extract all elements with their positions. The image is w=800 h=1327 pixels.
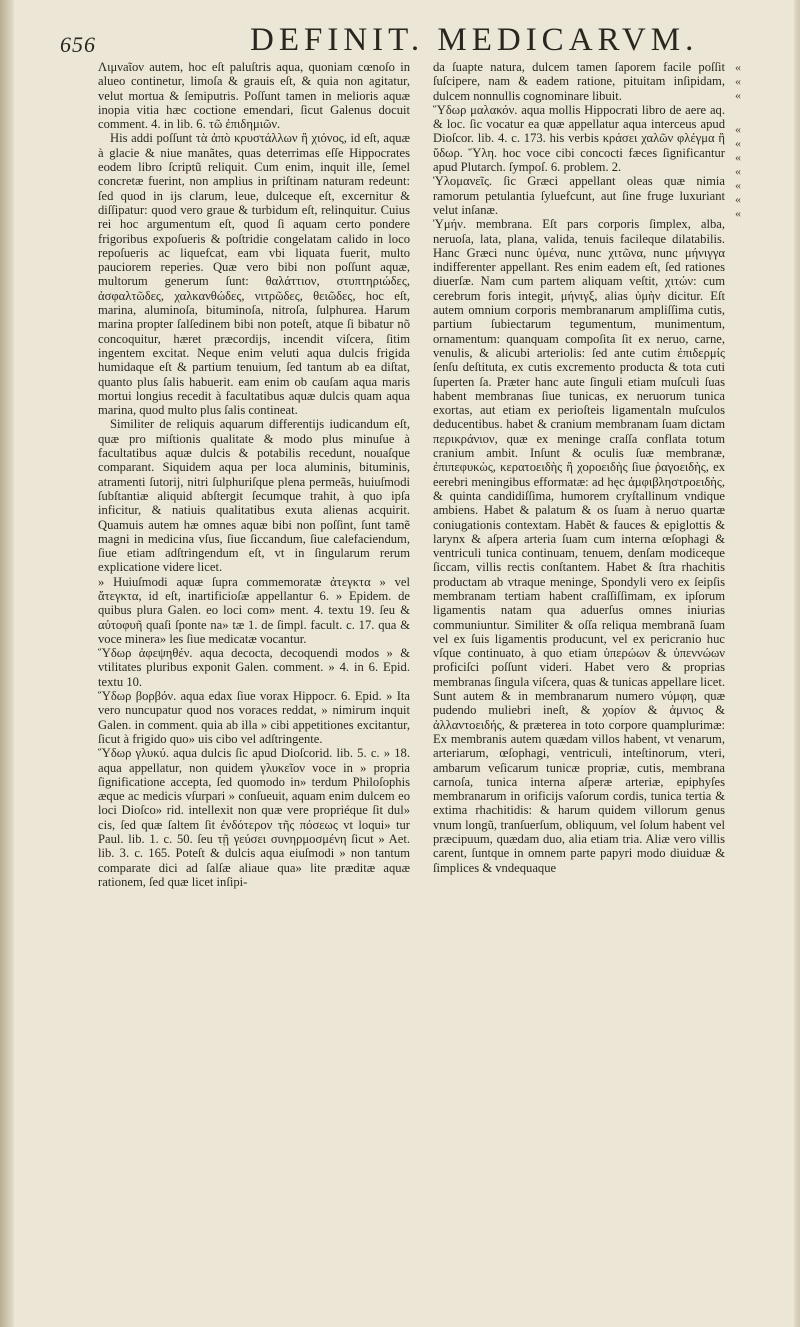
quote-mark: « (735, 164, 741, 178)
paragraph: Ὕδωρ γλυκύ. aqua dulcis ſic apud Dioſcorid. lib. 5. c. » 18. aqua appellatur, non quidem γλυκεῖον voce in » propria ſignificatione accepta, ſed quomodo in» terdum Philoſophis æque ac medicis vſurpari » conſueuit, aquam enim dulcem eo loci Dioſco» rid. intellexit non quæ vere propriéque ſit dul» cis, ſed quæ ſaltem ſit ἐνδότερον τῆς πόσεως vt loqui» tur Paul. lib. 1. c. 50. ſeu τῇ γεύσει συνηρμοσμένη ſicut » Aet. lib. 3. c. 165. Poteſt & dulcis aqua eiuſmodi » non tantum comparate dici ad ſalſæ aliaue qua» lite præditæ aquæ rationem, ſed quæ licet inſipi- (98, 746, 410, 889)
running-title: DEFINIT. MEDICARVM. (250, 22, 699, 58)
paragraph: Similiter de reliquis aquarum differentijs iudicandum eſt, quæ pro miſtionis qualitate & modo plus minuſue à facultatibus aquæ dulcis & potabilis recedunt, nouaſque comparant. Siquidem aqua per loca aluminis, bituminis, atramenti ſutorij, nitri ſulphuriſque plena permeãs, huiuſmodi ſubſtantiæ aliquid abſtergit ſecumque trahit, à quo ipſa inficitur, & natiuis qualitatibus exuta alienas acquirit. Quamuis autem hæ omnes aquæ bibi non poſſint, ſunt tamẽ magni in medicina vſus, ſiue ſiccandum, ſiue calefaciendum, ſiue etiam adſtringendum eſt, vt in ſingularum rerum explicatione videre licet. (98, 417, 410, 575)
quote-mark: « (735, 74, 741, 88)
right-column (433, 60, 725, 875)
page-header (60, 18, 760, 58)
paragraph: da ſuapte natura, dulcem tamen ſaporem facile poſſit ſuſcipere, nam & eadem ratione, pituitam inſipidam, dulcem nonnullis cognominare libuit. (433, 60, 725, 103)
quote-mark: « (735, 150, 741, 164)
paragraph: Ὑμήν. membrana. Eſt pars corporis ſimplex, alba, neruoſa, lata, plana, valida, tenuis facileque dilatabilis. Hanc Græci nunc ὑμένα, nunc χιτῶνα, nunc μήνιγγα indifferenter appellant. Res enim eadem eſt, ſed rationes diuerſæ. Nam cum partem aliquam veſtit, χιτών: cum cerebrum foris integit, μήνιγξ, alias ὑμὴν dicitur. Eſt autem omnium corporis membranarum ampliſſima cutis, partium ſubiectarum tegumentum, munimentum, ornamentum: quanquam compoſita ſit ex neruo, carne, venulis, & alicubi arteriolis: ſed ante cutim ἐπιδερμίς ſenſu deſtituta, ex cutis excremento producta & tota cuti ſuperten ſa. Præter hanc aute ſinguli etiam muſculi ſuas habent membranas ſiue tunicas, ex neruorum tunica exortas, aut etiam ex perioſteis ligamentaln muſculos deducentibus. habet & cranium membranam ſuam dictam περικράνιον, quæ ex meninge craſſa conflata totum cranium ambit. Inſunt & oculis ſuæ membranæ, ἐπιπεφυκὼς, κερατοειδὴς ἢ χοροειδὴς ſiue ῥαγοειδὴς, ex eerebri meningibus efformatæ: ad hęc ἀμφιβληστροειδὴς, & quinta candidiſſima, humorem cryſtallinum vndique ambiens. Habet & palatum & os ſuam à neruo quartæ coniugationis contextam. Habẽt & fauces & epiglottis & larynx & aſpera arteria ſuam cum interna œſophagi & ventriculi tunica continuam, tenuem, denſam modiceque ſiccam, villis rectis conſtantem. Habet & ſtra rhachitis productam ab vtraque meninge, Spondyli vero ex ſeipſis membranam tertiam habent craſſiſſimam, ex ipſorum ligamentis natam qua aduerſus omnes iniurias communiuntur. Similiter & oſſa reliqua membranã ſuam vel ex ſuis ligamentis producunt, vel ex pericranio huc vſque continuato, à quo etiam ὑπερώων & ὑπεννώων proficiſci poſſunt videri. Habet vero & proprias membranas ſingula viſcera, quas & tunicas appellare licet. Sunt autem & in membranarum numero νύμφη, quæ pudendo muliebri ineſt, & χορίον & ἀμνιος & ἀλλαντοειδής, & præterea in toto corpore quamplurimæ: Ex membranis autem quædam villos habent, vt venarum, arteriarum, œſophagi, ventriculi, inteſtinorum, vteri, ambarum veſicarum tunicæ propriæ, cutis, membrana carnoſa, tunica interna aſperæ arteriæ, epiphyſes membranarum in orificijs vaſorum cordis, tunica tertia & extima rhachitidis: & harum quidem villorum genus vnum longũ, tranſuerſum, obliquum, vel ſolum habent vel præcipuum, quædam duo, alia etiam tria. Aliæ vero villis carent, ſuntque in omnem parte papyri modo diuiduæ & ſimplices & vndequaque (433, 217, 725, 875)
paragraph: Λιμνaῖον autem, hoc eſt paluſtris aqua, quoniam cœnoſo in alueo continetur, limoſa & grauis eſt, & quia non agitatur, velut mortua & ſemiputris. Poſſunt tamen in melioris aquæ inopia vitia hæc coctione emendari, ſicut Galenus docuit comment. 4. in lib. 6. τῶ ἐπιδημιῶν. (98, 60, 410, 132)
margin-quote-marks (735, 60, 755, 220)
quote-mark: « (735, 206, 741, 220)
page-gutter (0, 0, 14, 1327)
paragraph: » Huiuſmodi aquæ ſupra commemoratæ ἀτεγκτα » vel ἄτεγκτα, id eſt, inartificioſæ appellantur 6. » Epidem. de quibus plura Galen. eo loci com» ment. 4. textu 19. ſeu & αὐτοφυῆ quaſi ſponte na» tæ 1. de ſimpl. facult. c. 17. qua & voce minera» les ſiue medicatæ vocantur. (98, 574, 410, 646)
paragraph: His addi poſſunt τὰ ἀπὸ κρυστάλλων ἢ χιόνος, id eſt, aquæ à glacie & niue manãtes, quas deterrimas eſſe Hippocrates eodem libro ſcriptũ reliquit. Cum enim, inquit ille, ſemel concretæ fuerint, non amplius in priſtinam naturam redeunt: ſed quod in ijs clarum, leue, dulceque eſt, excernitur & diſſipatur: quod vero graue & turbidum eſt, relinquitur. Cuius rei hoc argumentum eſt, quod ſi aquam certo pondere frigoribus expoſueris & poſtridie congelatam calido in loco repoſueris ac liquefcat, eam vbi liquata fuerit, multo pauciorem reperies. Quæ vero bibi non poſſunt aquæ, multorum generum ſunt: θαλάττιον, στυπτηριώδες, ἀσφαλτῶδες, χαλκανθώδες, νιτρῶδες, θειῶδες, hoc eſt, marina, aluminoſa, bituminoſa, nitroſa, ſulphurea. Harum marina propter ſalſedinem bibi non poteſt, atque ſi bibatur nõ concoquitur, hæret præcordijs, incendit viſcera, ſitim ingentem excitat. Neque enim veluti aqua dulcis frigida humidaque eſt & partium tenuium, ſed tantum ab ea diſtat, quanto plus ſalis habuerit. eam enim ob cauſam aqua maris mortui longius recedit à facultatibus aquæ dulcis quam aqua marina, quod multo plus ſalis contineat. (98, 131, 410, 418)
page-number: 656 (60, 32, 96, 57)
quote-mark: « (735, 60, 741, 74)
paragraph: Ὑλομανεῖς. ſic Græci appellant oleas quæ nimia ramorum petulantia ſyluefcunt, aut ſine fruge luxuriant velut inſanæ. (433, 174, 725, 217)
paragraph: Ὕδωρ ἀφεψηθέν. aqua decocta, decoquendi modos » & vtilitates pluribus exponit Galen. comment. » 4. in 6. Epid. textu 10. (98, 646, 410, 689)
paragraph: Ὕδωρ μαλακόν. aqua mollis Hippocrati libro de aere aq. & loc. ſic vocatur ea quæ appellatur aqua interceus apud Dioſcor. lib. 4. c. 173. his verbis κράσει χαλῶν φλέγμα ἢ ὕδωρ. Ὕλη. hoc voce cibi concocti fæces ſignificantur apud Plutarch. ſympoſ. 6. problem. 2. (433, 102, 725, 175)
quote-mark: « (735, 192, 741, 206)
quote-mark: « (735, 88, 741, 102)
quote-mark: « (735, 178, 741, 192)
left-column (98, 60, 410, 889)
quote-mark: « (735, 122, 741, 136)
quote-mark: « (735, 136, 741, 150)
paragraph: Ὕδωρ βορβόν. aqua edax ſiue vorax Hippocr. 6. Epid. » Ita vero nuncupatur quod nos voraces reddat, » nimirum inquit Galen. in comment. quia ab illa » cibi appetitiones excitantur, ſicut à frigido quo» uis cibo vel adſtringente. (98, 689, 410, 746)
page-edge (794, 0, 800, 1327)
